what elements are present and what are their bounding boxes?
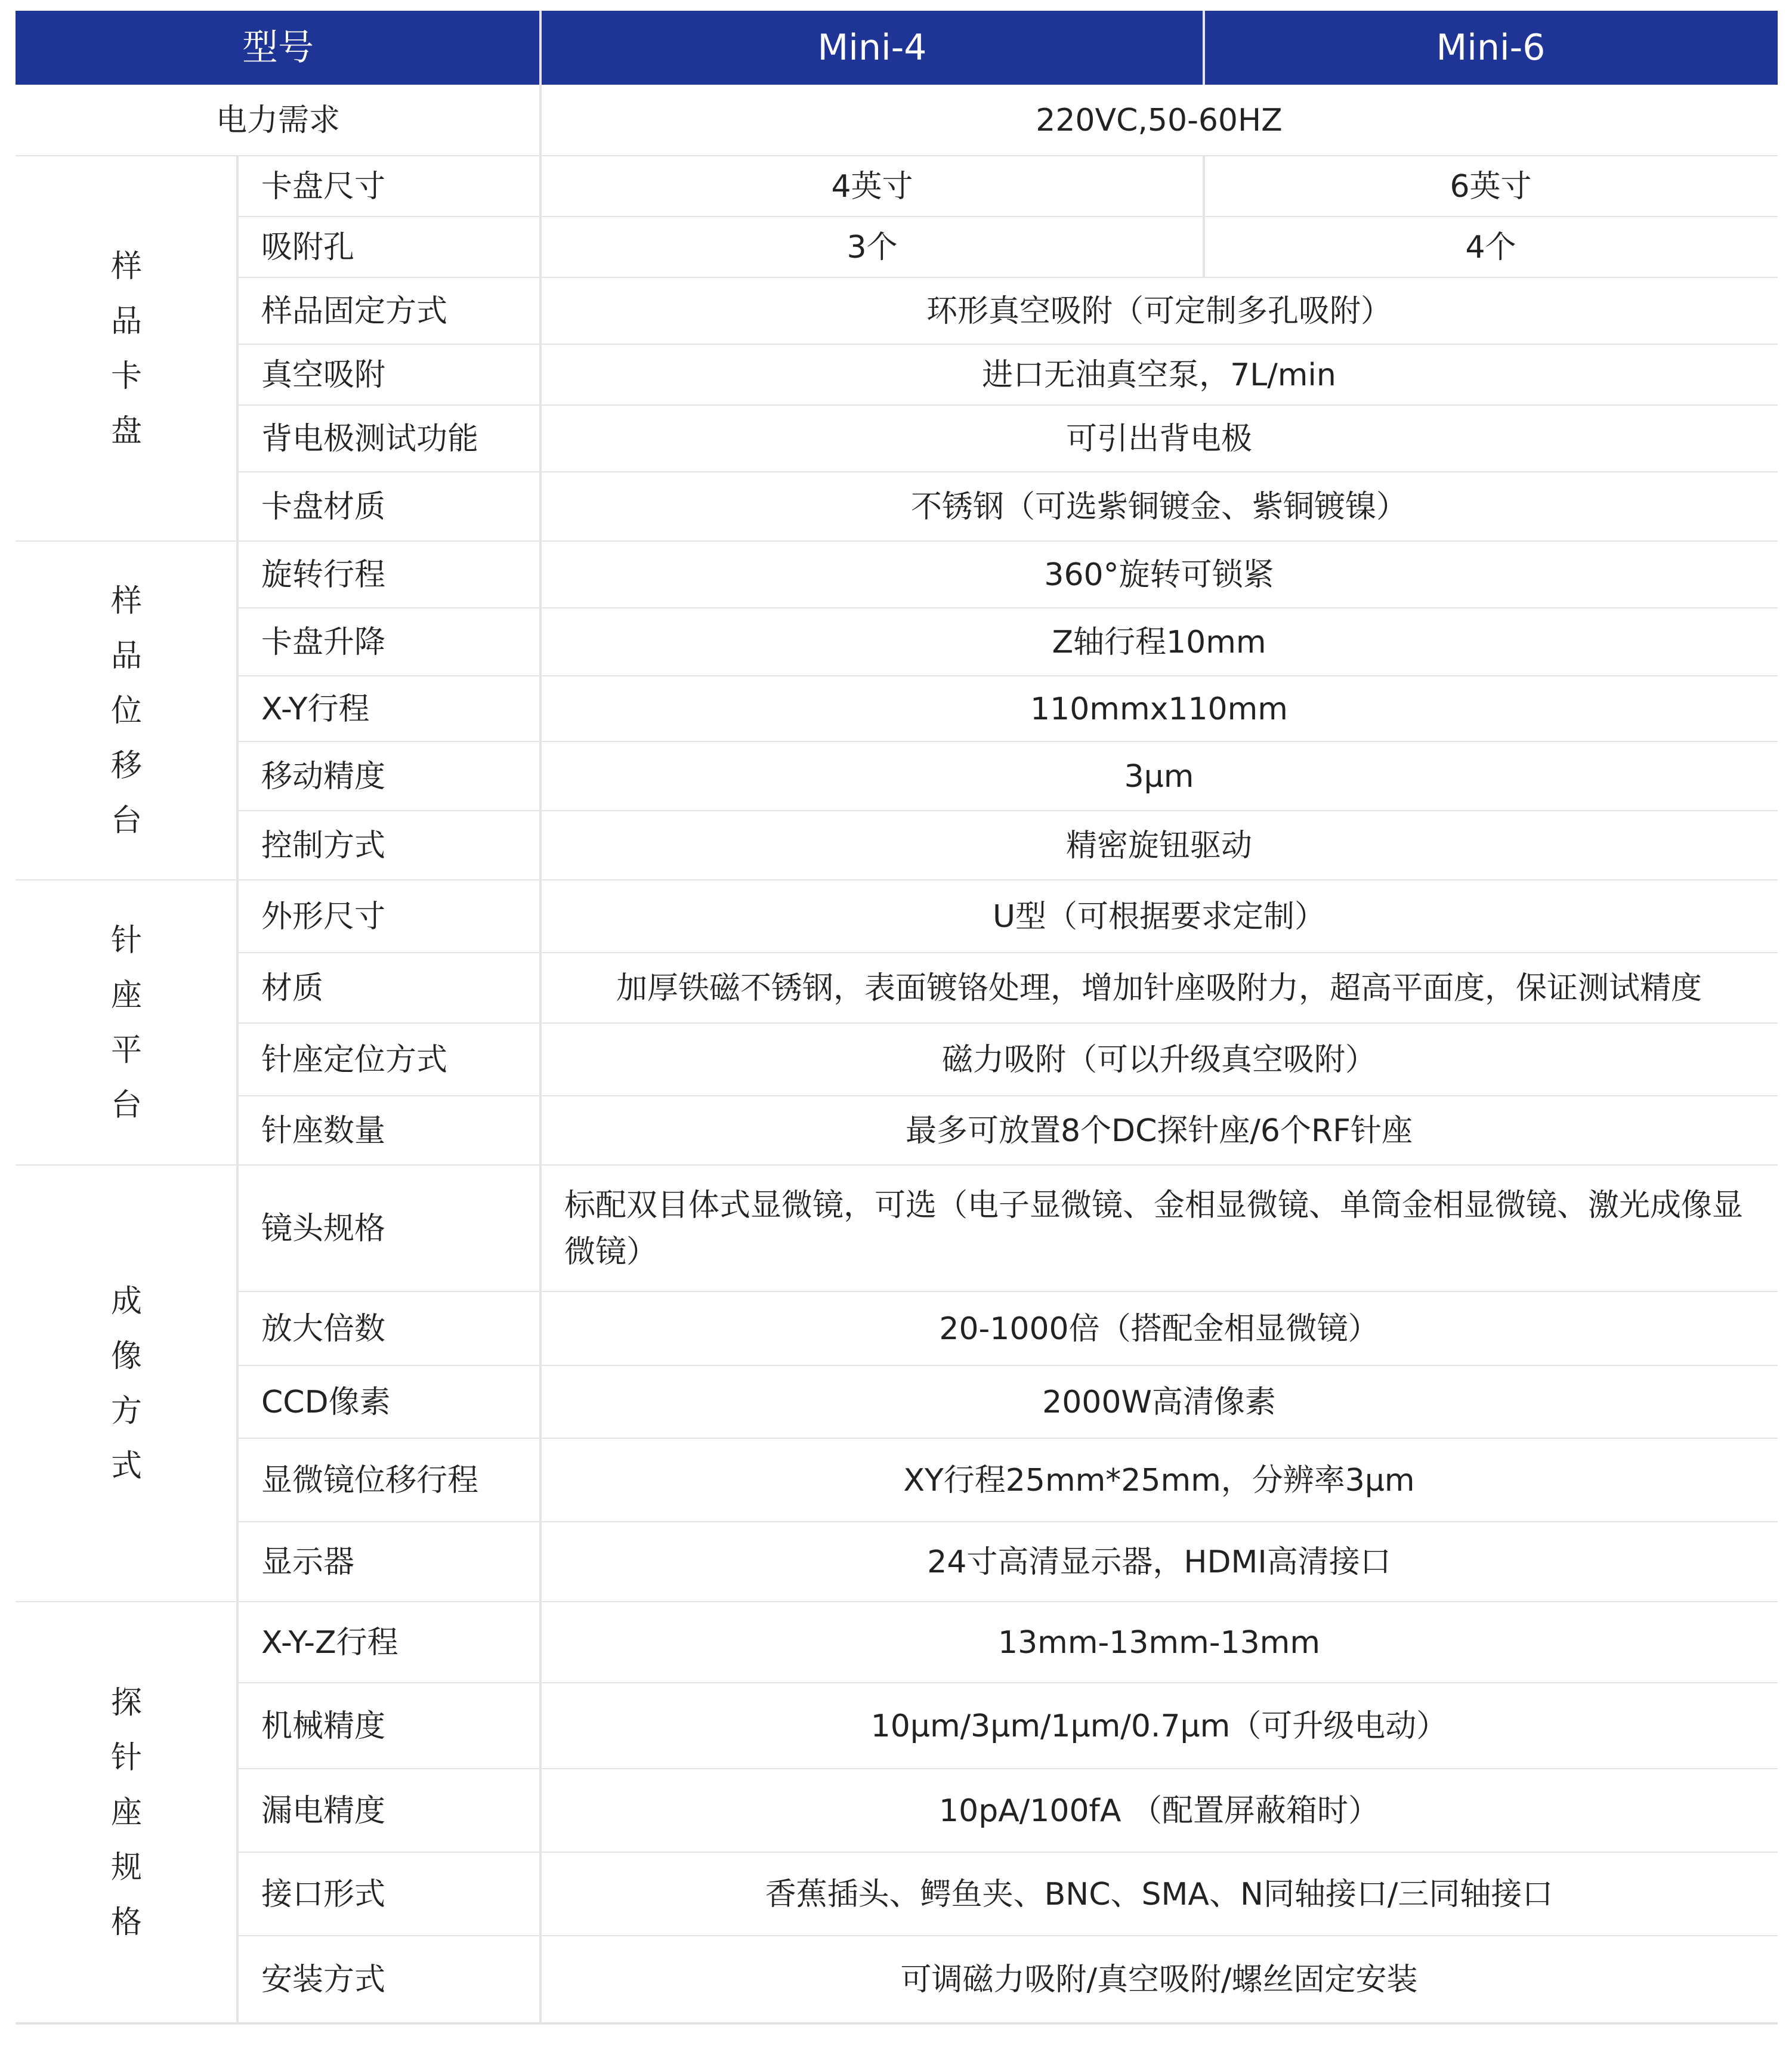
- spec-label-cell: [237, 278, 540, 345]
- header-mini6-cell-text: Mini-6: [1436, 27, 1546, 69]
- group-rule: [16, 2022, 1778, 2025]
- spec-label-cell-text: 控制方式: [261, 828, 386, 864]
- spec-value-cell: [540, 953, 1778, 1024]
- spec-label-cell: [237, 1602, 540, 1683]
- group-name-cell: [16, 1602, 237, 2023]
- col-rule: [539, 1366, 542, 1439]
- spec-label-cell-text: 吸附孔: [261, 230, 355, 265]
- col-rule: [539, 1522, 542, 1602]
- spec-label-cell: [237, 472, 540, 542]
- spec-value-cell: [540, 811, 1778, 880]
- mini6-value-cell-text: 6英寸: [1450, 169, 1532, 205]
- spec-label-cell-text: 背电极测试功能: [261, 421, 479, 457]
- spec-value-cell-text: 可调磁力吸附/真空吸附/螺丝固定安装: [900, 1962, 1418, 1998]
- spec-label-cell-text: 显微镜位移行程: [261, 1463, 479, 1498]
- col-rule: [539, 1683, 542, 1769]
- spec-label-cell: [237, 676, 540, 742]
- spec-value-cell: [540, 1439, 1778, 1522]
- spec-label-cell: [237, 742, 540, 811]
- group-name-cell-text: 样品位移台: [110, 583, 142, 839]
- spec-value-cell-text: 标配双目体式显微镜，可选（电子显微镜、金相显微镜、单筒金相显微镜、激光成像显微镜）: [564, 1188, 1744, 1270]
- col-rule: [236, 1602, 239, 2023]
- spec-label-cell-text: 卡盘材质: [261, 489, 386, 525]
- spec-value-cell: [540, 1853, 1778, 1936]
- group-name-cell-text: 探针座规格: [110, 1685, 142, 1940]
- col-rule: [539, 1769, 542, 1853]
- spec-label-cell: [237, 953, 540, 1024]
- spec-value-cell-text: 360°旋转可锁紧: [1044, 557, 1274, 593]
- spec-label-cell-text: 漏电精度: [261, 1793, 386, 1829]
- spec-table: [16, 11, 1778, 2039]
- spec-label-cell-text: 安装方式: [261, 1962, 386, 1998]
- group-name-cell: [16, 880, 237, 1166]
- group-name-cell-text: 样品卡盘: [110, 249, 142, 449]
- col-rule: [539, 953, 542, 1024]
- header-model-cell-text: 型号: [242, 27, 314, 69]
- col-rule: [236, 880, 239, 1166]
- col-rule: [539, 1024, 542, 1096]
- spec-value-cell-text: 3μm: [1124, 759, 1194, 795]
- group-name-cell-text: 成像方式: [110, 1284, 142, 1484]
- spec-value-cell: [540, 1166, 1778, 1292]
- spec-value-cell-text: 香蕉插头、鳄鱼夹、BNC、SMA、N同轴接口/三同轴接口: [765, 1877, 1553, 1912]
- spec-label-cell-text: 旋转行程: [261, 557, 386, 593]
- spec-value-cell: [540, 1366, 1778, 1439]
- spec-label-cell-text: 卡盘升降: [261, 625, 386, 660]
- spec-value-cell: [540, 542, 1778, 608]
- header-divider: [1203, 11, 1205, 85]
- header-divider: [539, 11, 542, 85]
- spec-label-cell: [237, 345, 540, 406]
- spec-value-cell-text: U型（可根据要求定制）: [992, 899, 1326, 935]
- spec-value-cell-text: 2000W高清像素: [1042, 1385, 1276, 1420]
- spec-value-cell: [540, 880, 1778, 953]
- spec-value-cell: [540, 742, 1778, 811]
- spec-value-cell: [540, 1683, 1778, 1769]
- spec-label-cell-text: 样品固定方式: [261, 293, 448, 329]
- group-name-cell-text: 针座平台: [110, 923, 142, 1123]
- col-rule: [539, 1439, 542, 1522]
- spec-label-cell: [237, 217, 540, 278]
- mini6-value-cell-text: 4个: [1465, 230, 1516, 265]
- power-value-cell-text: 220VC,50-60HZ: [1036, 103, 1283, 138]
- col-rule: [539, 542, 542, 608]
- spec-label-cell: [237, 811, 540, 880]
- mini4-value-cell-text: 4英寸: [831, 169, 913, 205]
- col-rule: [539, 1096, 542, 1166]
- col-rule: [539, 742, 542, 811]
- spec-value-cell: [540, 1602, 1778, 1683]
- spec-label-cell-text: 材质: [261, 971, 324, 1006]
- spec-value-cell: [540, 1096, 1778, 1166]
- spec-label-cell-text: CCD像素: [261, 1385, 391, 1420]
- spec-label-cell: [237, 608, 540, 676]
- group-name-cell: [16, 156, 237, 542]
- spec-label-cell: [237, 1769, 540, 1853]
- spec-value-cell: [540, 345, 1778, 406]
- spec-label-cell: [237, 880, 540, 953]
- col-rule: [539, 1853, 542, 1936]
- spec-label-cell-text: 针座定位方式: [261, 1042, 448, 1078]
- power-label-cell-text: 电力需求: [215, 103, 340, 138]
- mini6-value-cell: [1204, 156, 1778, 217]
- spec-value-cell-text: 不锈钢（可选紫铜镀金、紫铜镀镍）: [910, 489, 1407, 525]
- spec-value-cell: [540, 1522, 1778, 1602]
- spec-label-cell: [237, 1166, 540, 1292]
- col-rule: [539, 345, 542, 406]
- spec-label-cell: [237, 156, 540, 217]
- spec-label-cell-text: 机械精度: [261, 1708, 386, 1744]
- spec-value-cell-text: 进口无油真空泵，7L/min: [982, 357, 1336, 393]
- col-rule: [539, 811, 542, 880]
- spec-value-cell-text: 10μm/3μm/1μm/0.7μm（可升级电动）: [870, 1708, 1448, 1744]
- spec-label-cell: [237, 1024, 540, 1096]
- header-mini6-cell: [1204, 11, 1778, 85]
- col-rule: [236, 156, 239, 542]
- spec-value-cell-text: Z轴行程10mm: [1052, 625, 1266, 660]
- col-rule: [539, 1936, 542, 2023]
- spec-label-cell: [237, 1096, 540, 1166]
- spec-label-cell-text: 针座数量: [261, 1113, 386, 1149]
- spec-label-cell: [237, 1683, 540, 1769]
- mini4-value-cell-text: 3个: [846, 230, 898, 265]
- col-rule: [1203, 156, 1205, 217]
- group-name-cell: [16, 542, 237, 880]
- col-rule: [539, 608, 542, 676]
- mini4-value-cell: [540, 156, 1204, 217]
- spec-value-cell: [540, 608, 1778, 676]
- col-rule: [539, 406, 542, 472]
- spec-label-cell: [237, 1936, 540, 2023]
- header-mini4-cell-text: Mini-4: [817, 27, 927, 69]
- spec-value-cell: [540, 278, 1778, 345]
- spec-value-cell: [540, 472, 1778, 542]
- spec-value-cell-text: 10pA/100fA （配置屏蔽箱时）: [939, 1793, 1379, 1829]
- group-name-cell: [16, 1166, 237, 1602]
- spec-value-cell-text: 环形真空吸附（可定制多孔吸附）: [926, 293, 1392, 329]
- spec-value-cell: [540, 1936, 1778, 2023]
- spec-label-cell: [237, 1439, 540, 1522]
- header-mini4-cell: [540, 11, 1204, 85]
- power-value-cell: [540, 85, 1778, 156]
- spec-value-cell: [540, 1292, 1778, 1366]
- spec-value-cell: [540, 1024, 1778, 1096]
- spec-label-cell-text: 显示器: [261, 1544, 355, 1580]
- spec-label-cell-text: X-Y-Z行程: [261, 1625, 398, 1661]
- spec-label-cell: [237, 1853, 540, 1936]
- spec-value-cell-text: 110mmx110mm: [1030, 691, 1288, 727]
- col-rule: [539, 1602, 542, 1683]
- col-rule: [539, 85, 542, 156]
- col-rule: [539, 676, 542, 742]
- spec-value-cell-text: 精密旋钮驱动: [1065, 828, 1252, 864]
- spec-value-cell: [540, 1769, 1778, 1853]
- power-label-cell: [16, 85, 540, 156]
- spec-label-cell: [237, 406, 540, 472]
- spec-label-cell: [237, 1522, 540, 1602]
- spec-value-cell-text: 加厚铁磁不锈钢，表面镀铬处理，增加针座吸附力，超高平面度，保证测试精度: [616, 971, 1702, 1006]
- spec-label-cell-text: 真空吸附: [261, 357, 386, 393]
- spec-label-cell-text: 镜头规格: [261, 1211, 386, 1247]
- spec-value-cell-text: 磁力吸附（可以升级真空吸附）: [941, 1042, 1376, 1078]
- spec-label-cell-text: 外形尺寸: [261, 899, 386, 935]
- col-rule: [236, 1166, 239, 1602]
- spec-label-cell-text: X-Y行程: [261, 691, 370, 727]
- col-rule: [539, 1292, 542, 1366]
- col-rule: [539, 880, 542, 953]
- col-rule: [539, 472, 542, 542]
- spec-value-cell-text: 13mm-13mm-13mm: [998, 1625, 1320, 1661]
- col-rule: [236, 542, 239, 880]
- col-rule: [539, 278, 542, 345]
- spec-value-cell-text: 24寸高清显示器，HDMI高清接口: [927, 1544, 1391, 1580]
- mini4-value-cell: [540, 217, 1204, 278]
- mini6-value-cell: [1204, 217, 1778, 278]
- spec-label-cell: [237, 1366, 540, 1439]
- spec-value-cell: [540, 406, 1778, 472]
- header-model-cell: [16, 11, 540, 85]
- col-rule: [1203, 217, 1205, 278]
- spec-value-cell-text: 20-1000倍（搭配金相显微镜）: [939, 1311, 1379, 1347]
- spec-value-cell: [540, 676, 1778, 742]
- spec-label-cell-text: 移动精度: [261, 759, 386, 795]
- spec-label-cell-text: 放大倍数: [261, 1311, 386, 1347]
- col-rule: [539, 1166, 542, 1292]
- spec-label-cell: [237, 542, 540, 608]
- spec-label-cell-text: 卡盘尺寸: [261, 169, 386, 205]
- spec-label-cell: [237, 1292, 540, 1366]
- col-rule: [539, 217, 542, 278]
- spec-value-cell-text: 可引出背电极: [1065, 421, 1252, 457]
- spec-value-cell-text: 最多可放置8个DC探针座/6个RF针座: [905, 1113, 1413, 1149]
- col-rule: [539, 156, 542, 217]
- spec-value-cell-text: XY行程25mm*25mm，分辨率3μm: [903, 1463, 1415, 1498]
- spec-label-cell-text: 接口形式: [261, 1877, 386, 1912]
